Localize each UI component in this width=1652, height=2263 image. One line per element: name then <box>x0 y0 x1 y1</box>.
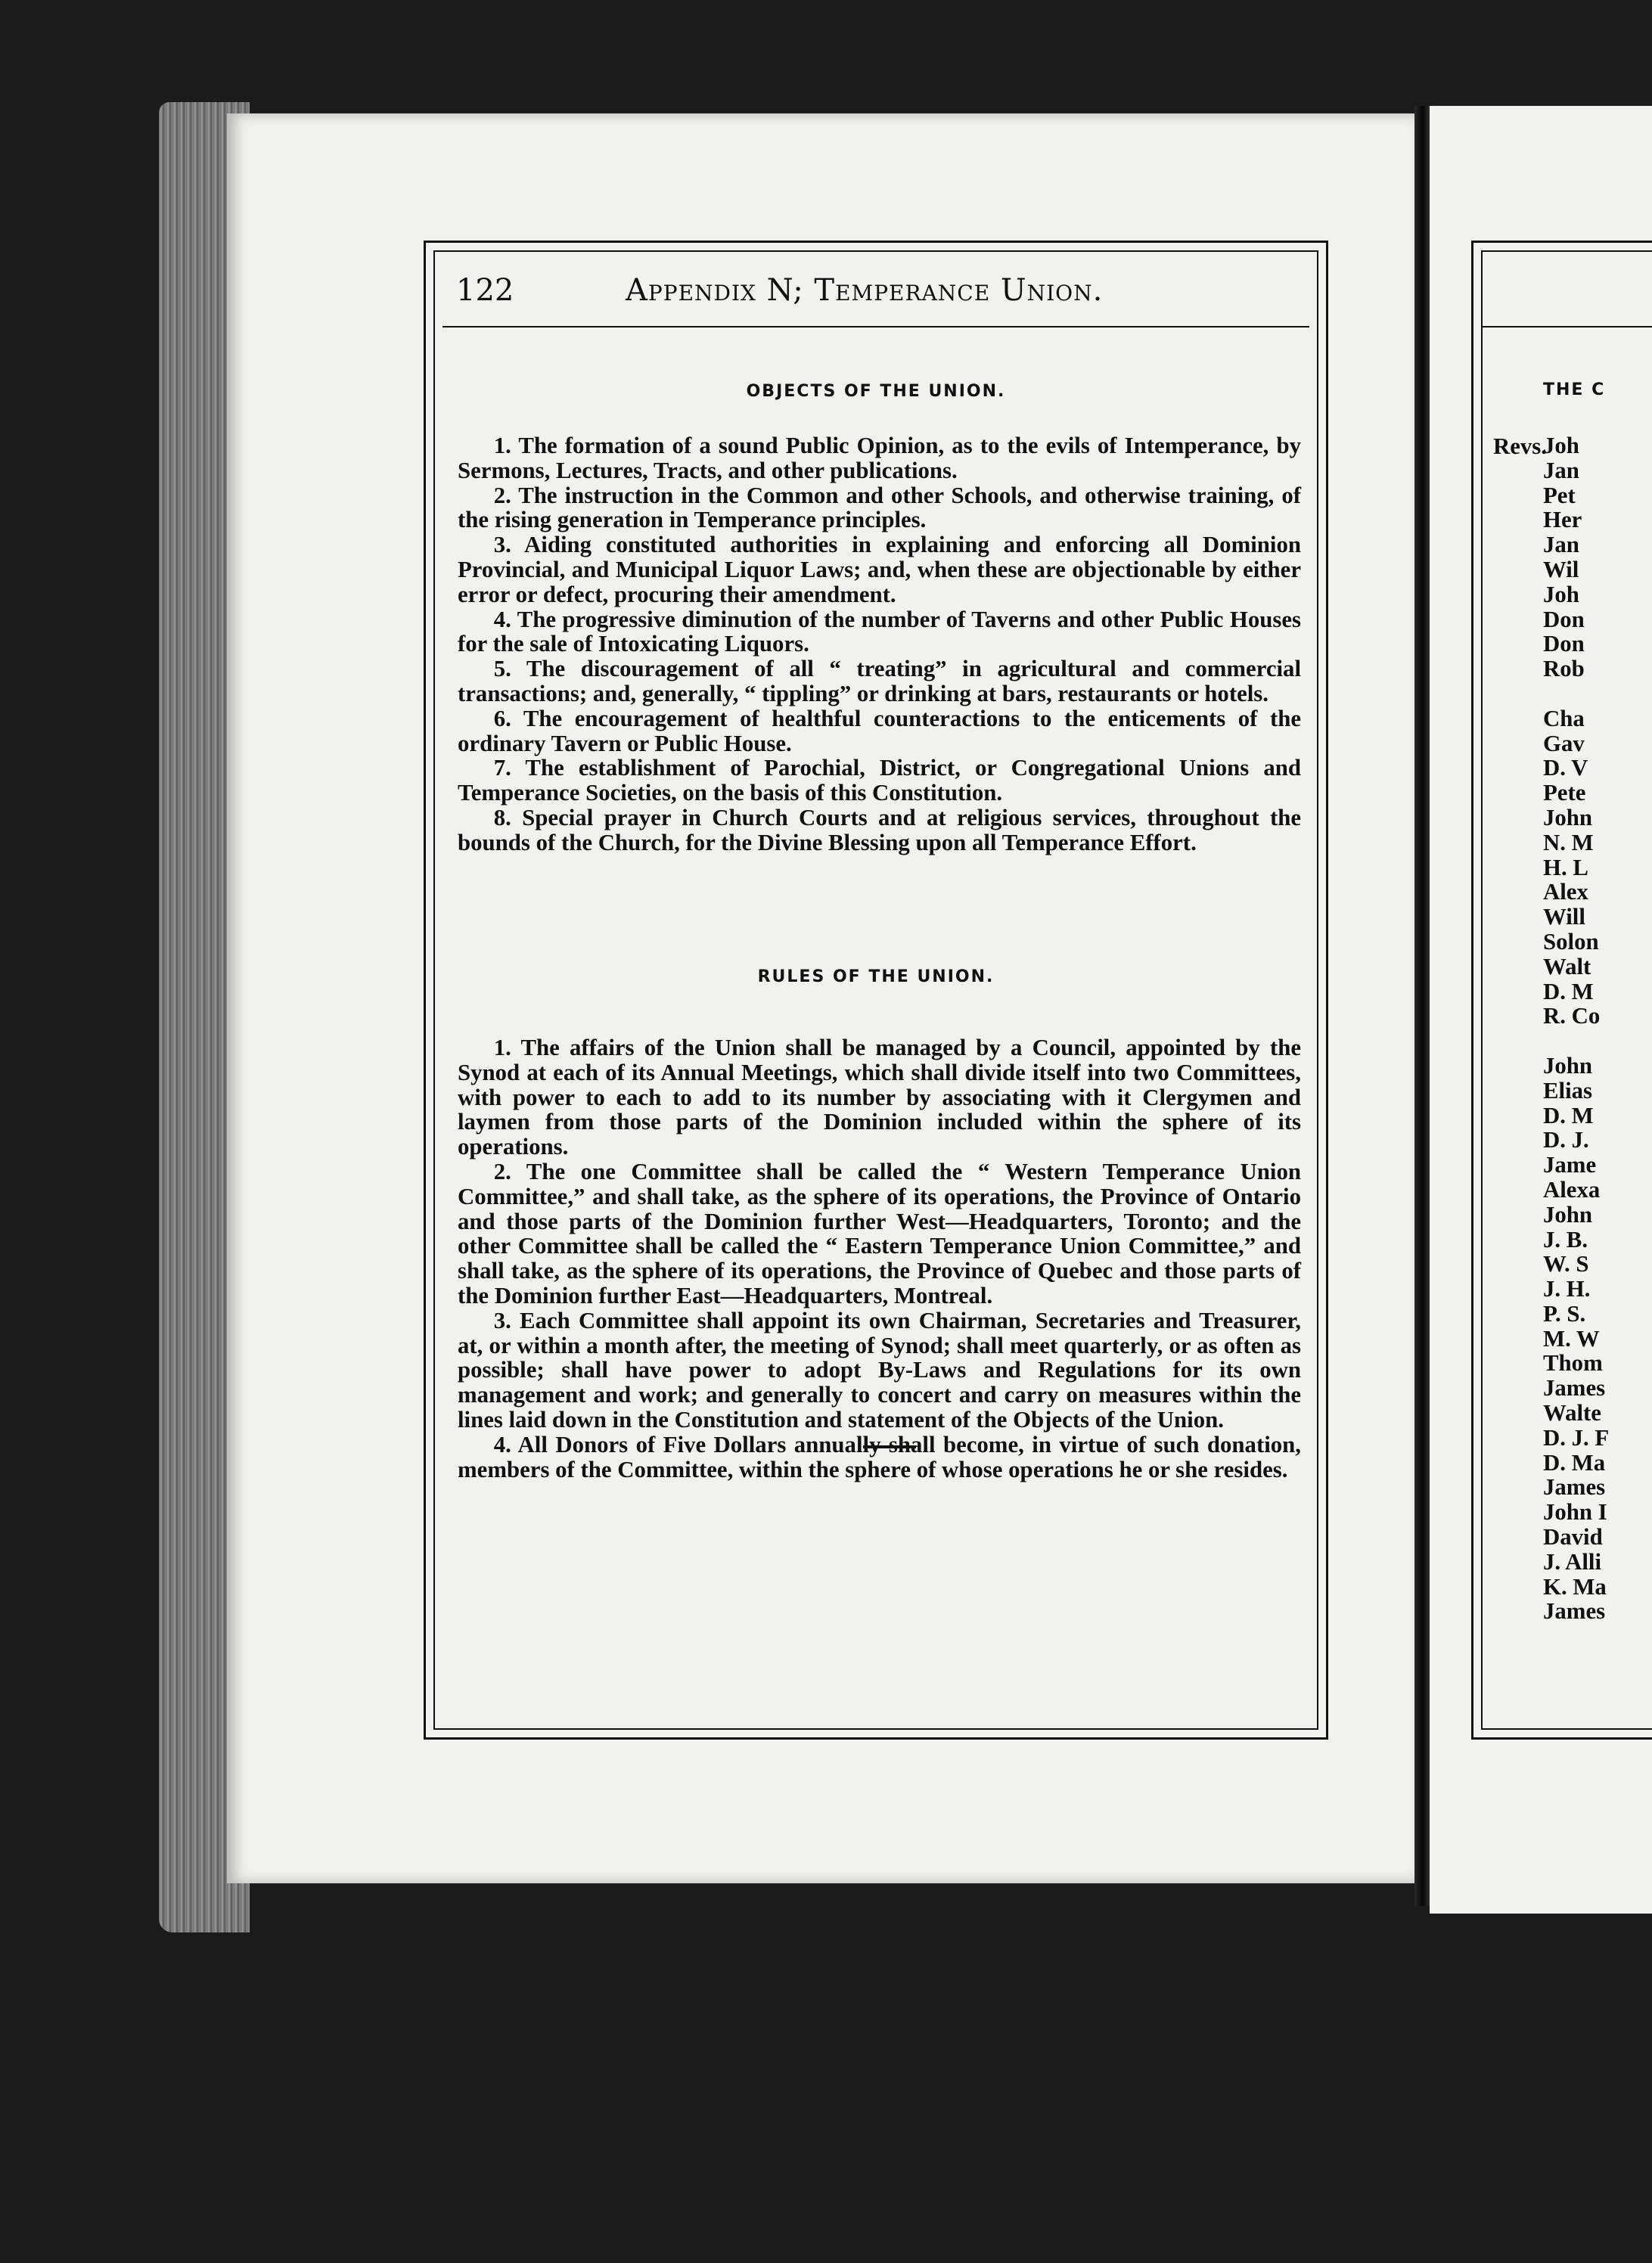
name-entry: D. J. <box>1543 1127 1589 1153</box>
name-entry: Joh <box>1543 433 1579 458</box>
name-entry: James <box>1543 1474 1606 1501</box>
name-entry: Walt <box>1543 953 1591 979</box>
name-entry: R. Co <box>1543 1003 1601 1029</box>
name-entry: John I <box>1543 1499 1607 1526</box>
name-entry: Elias <box>1543 1077 1593 1104</box>
name-entry: Don <box>1543 606 1585 632</box>
page-border-frame <box>424 241 1328 1740</box>
rule-item: 3. Each Committee shall appoint its own Chairman, Secretaries and Treasurer, at, or within a month after, the meeting of Synod; shall meet quarterly, or as often as possible; shall have power to adopt By-Laws and Regulations for its own management and work; and generally to concert and carry on measures within the lines laid down in the Constitution and statement of the Objects of the Union. <box>458 1307 1301 1433</box>
running-head: Appendix N; Temperance Union. <box>626 273 1104 308</box>
name-entry: Jan <box>1543 532 1579 558</box>
object-item: 4. The progressive diminution of the number of Taverns and other Public Houses for the sale of Intoxicating Liquors. <box>458 606 1301 657</box>
name-entry: Solon <box>1543 928 1599 955</box>
name-entry: Her <box>1543 507 1582 533</box>
right-page-title: THE C <box>1543 380 1606 399</box>
right-page-frame <box>1471 241 1652 1740</box>
page-border-inner <box>433 250 1318 1730</box>
name-entry: M. W <box>1543 1325 1600 1352</box>
revs-label: Revs. <box>1493 433 1547 459</box>
rule-item: 1. The affairs of the Union shall be managed by a Council, appointed by the Synod at each of its Annual Meetings, which shall divide itself into two Committees, with power to each to add to its number by associating with it Clergymen and laymen from those parts of the Dominion included within the sphere of its operations. <box>458 1035 1301 1160</box>
name-entry: Don <box>1543 631 1585 657</box>
rule-item: 4. All Donors of Five Dollars annually shall become, in virtue of such donation, members of the Committee, within the sphere of whose operations he or she resides. <box>458 1431 1301 1482</box>
rules-heading: RULES OF THE UNION. <box>757 967 995 986</box>
name-entry: D. Ma <box>1543 1449 1606 1476</box>
name-entry: Pet <box>1543 482 1576 508</box>
header-rule <box>442 326 1309 327</box>
object-item: 2. The instruction in the Common and other Schools, and otherwise training, of the rising generation in Temperance principles. <box>458 482 1301 533</box>
name-entry: D. M <box>1543 1102 1594 1128</box>
closing-rule <box>863 1445 916 1448</box>
name-entry: Alex <box>1543 879 1588 905</box>
name-entry: Thom <box>1543 1350 1603 1377</box>
name-entry: D. M <box>1543 978 1594 1004</box>
object-item: 1. The formation of a sound Public Opinion, as to the evils of Intemperance, by Sermons, Lectures, Tracts, and other publications. <box>458 433 1301 483</box>
rule-item: 2. The one Committee shall be called the “ Western Temperance Union Committee,” and shall take, as the sphere of its operations, the Province of Ontario and those parts of the Dominion further West—Headquarters, Toronto; and the other Committee shall be called the “ Eastern Temperance Union Committee,” and shall take, as the sphere of its operations, the Province of Quebec and those parts of the Dominion further East—Headquarters, Montreal. <box>458 1158 1301 1308</box>
name-entry: David <box>1543 1524 1603 1551</box>
object-item: 8. Special prayer in Church Courts and at religious services, throughout the bounds of the Church, for the Divine Blessing upon all Temperance Effort. <box>458 804 1301 855</box>
objects-heading: OBJECTS OF THE UNION. <box>746 382 1006 401</box>
name-entry: N. M <box>1543 829 1594 855</box>
name-entry: Pete <box>1543 780 1586 806</box>
name-entry: Will <box>1543 904 1585 930</box>
name-entry: H. L <box>1543 854 1588 880</box>
name-entry: W. S <box>1543 1251 1589 1277</box>
object-item: 5. The discouragement of all “ treating” in agricultural and commercial transactions; and, generally, “ tippling” or drinking at bars, restaurants or hotels. <box>458 656 1301 706</box>
name-entry: John <box>1543 804 1593 830</box>
object-item: 3. Aiding constituted authorities in explaining and enforcing all Dominion Provincial, and Municipal Liquor Laws; and, when these are objectionable by either error or defect, procuring their amendment. <box>458 532 1301 607</box>
page-number: 122 <box>456 273 514 308</box>
right-header-rule <box>1483 326 1652 327</box>
object-item: 7. The establishment of Parochial, District, or Congregational Unions and Temperance Societies, on the basis of this Constitution. <box>458 755 1301 806</box>
rules-list <box>458 1035 1301 1482</box>
name-entry: J. B. <box>1543 1226 1588 1253</box>
names-gap <box>1543 681 1652 706</box>
name-entry: Rob <box>1543 656 1585 682</box>
name-entry: Alexa <box>1543 1176 1601 1203</box>
book-gutter <box>1414 106 1431 1906</box>
object-item: 6. The encouragement of healthful counteractions to the enticements of the ordinary Tavern or Public House. <box>458 705 1301 756</box>
objects-list <box>458 433 1301 855</box>
name-entry: P. S. <box>1543 1300 1586 1327</box>
right-page-frame-inner <box>1481 250 1652 1730</box>
name-entry: John <box>1543 1052 1593 1079</box>
name-entry: J. H. <box>1543 1276 1591 1302</box>
name-entry: Jan <box>1543 457 1579 483</box>
name-entry: Cha <box>1543 705 1585 731</box>
name-entry: Walte <box>1543 1400 1601 1426</box>
names-list <box>1543 433 1652 1624</box>
name-entry: James <box>1543 1375 1606 1402</box>
name-entry: D. J. F <box>1543 1424 1610 1451</box>
name-entry: D. V <box>1543 755 1588 781</box>
name-entry: J. Alli <box>1543 1548 1602 1575</box>
name-entry: K. Ma <box>1543 1573 1607 1600</box>
name-entry: Gav <box>1543 730 1585 756</box>
name-entry: Jame <box>1543 1152 1597 1178</box>
name-entry: James <box>1543 1598 1606 1625</box>
names-gap <box>1543 1029 1652 1054</box>
name-entry: Wil <box>1543 556 1579 582</box>
name-entry: John <box>1543 1201 1593 1228</box>
page-header <box>456 273 1296 318</box>
name-entry: Joh <box>1543 581 1579 607</box>
